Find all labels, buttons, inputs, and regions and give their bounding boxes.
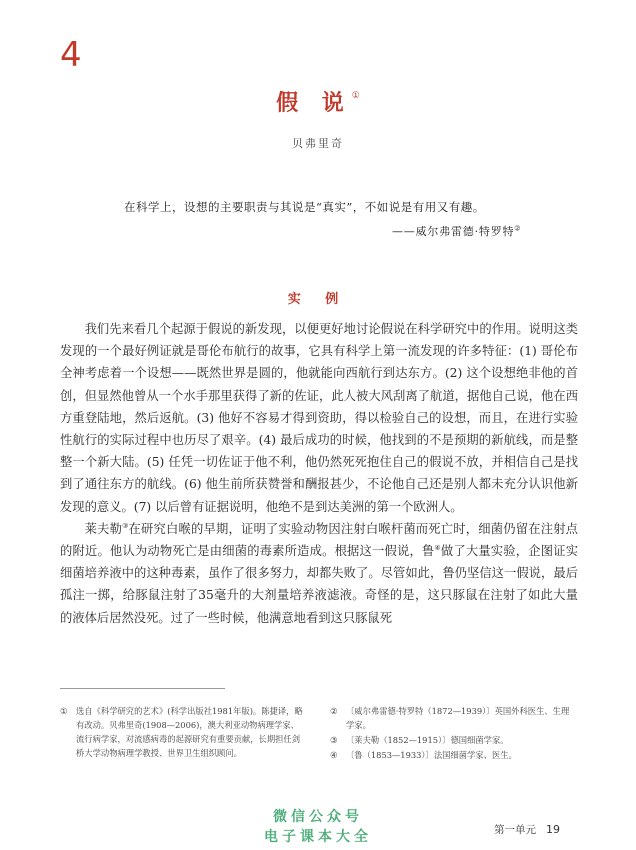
footnote-item [330,704,576,732]
footnote-number: ③ [330,735,338,745]
footnote-item [60,704,306,760]
page-number: 19 [546,823,560,836]
chapter-number: 4 [60,35,82,75]
watermark-line-2: 电子课本大全 [264,829,372,845]
watermark-line-1: 微信公众号 [273,809,363,825]
footnotes-left [60,704,306,761]
paragraph-text: 我们先来看几个起源于假说的新发现，以便更好地讨论假说在科学研究中的作用。说明这类发现的一个最好例证就是哥伦布航行的故事，它具有科学上第一流发现的许多特征：(1) 哥伦布全神考虑着一个设想——既然世界是圆的，他就能向西航行到达东方。(2) 这个设想绝非他的首创，但显然他曾从一个水手那里获得了新的佐证，此人被大风刮离了航道，据他自己说，他在西方重登陆地，然后返航。(3) 他好不容易才得到资助，得以检验自己的设想，而且，在进行实验性航行的实际过程中也历尽了艰辛。(4) 最后成功的时候，他找到的不是预期的新航线，而是整整一个新大陆。(5) 任凭一切佐证于他不利，他仍然死死抱住自己的假说不放，并相信自己是找到了通往东方的航线。(6) 他生前所获赞誉和酬报甚少，不论他自己还是别人都未充分认识他新发现的意义。(7) 以后曾有证据说明，他绝不是到达美洲的第一个欧洲人。 [60,322,578,514]
page-footer [494,822,560,837]
epigraph-source [392,223,521,239]
footnote-text: 〔莱夫勒（1852—1915）〕德国细菌学家。 [346,735,509,745]
paragraph-1 [60,318,578,518]
epigraph-source-text: ——威尔弗雷德·特罗特 [392,225,515,238]
paragraph-text: 莱夫勒 [84,521,123,536]
title-text: 假 说 [276,90,352,116]
paragraph-text: 在研究白喉的早期，证明了实验动物因注射白喉杆菌而死亡时，细菌仍留在注射点的附近。他认为动物死亡是由细菌的毒素所造成。根据这一假说，鲁 [60,521,578,559]
footnote-marker: ④ [434,543,441,552]
author-name: 贝弗里奇 [292,137,344,150]
footnote-text: 〔威尔弗雷德·特罗特（1872—1939）〕英国外科医生、生理学家。 [346,706,570,730]
page-title [0,86,636,117]
footnote-number: ④ [330,750,338,760]
epigraph-footnote-marker: ② [514,224,522,233]
section-heading: 实 例 [287,292,349,307]
paragraph-text: 做了大量实验，企图证实细菌培养液中的这种毒素，虽作了很多努力，却都失败了。尽管如此，鲁仍坚信这一假说，最后孤注一掷，给豚鼠注射了35毫升的大剂量培养液滤液。奇怪的是，这只豚鼠在注射了如此大量的液体后居然没死。过了一些时候，他满意地看到这只豚鼠死 [60,544,578,625]
title-footnote-marker: ① [351,91,360,101]
footnote-number: ① [60,706,68,716]
footnotes-right [330,704,576,763]
unit-label: 第一单元 [494,824,536,836]
footnote-item [330,748,576,762]
footnote-text: 〔鲁（1853—1933）〕法国细菌学家、医生。 [346,750,517,760]
footnote-marker: ③ [122,521,129,530]
footnote-text: 选自《科学研究的艺术》(科学出版社1981年版)。陈捷译，略有改动。贝弗里奇(1908—2006)，澳大利亚动物病理学家、流行病学家，对流感病毒的起源研究有重要贡献，长期担任剑桥大学动物病理学教授、世界卫生组织顾问。 [76,706,303,758]
paragraph-2 [60,518,578,629]
body-text [60,318,578,629]
epigraph-quote: 在科学上，设想的主要职责与其说是“真实”，不如说是有用又有趣。 [124,200,485,214]
footnote-item [330,733,576,747]
footnote-number: ② [330,706,338,716]
footnote-divider [60,688,225,689]
